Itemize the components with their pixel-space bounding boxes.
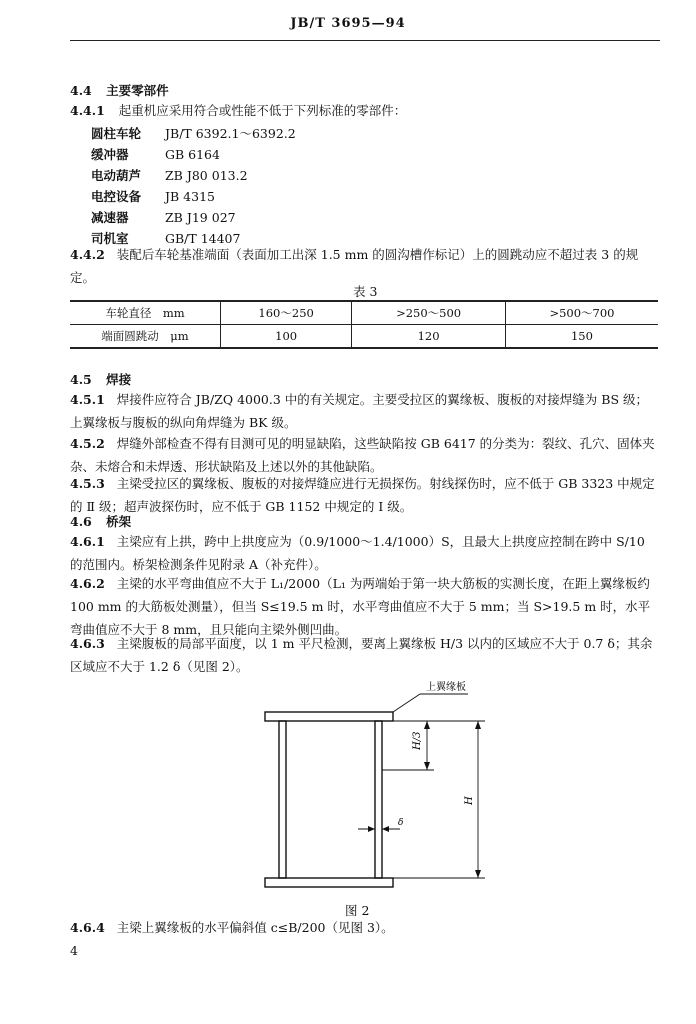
- clause-number: 4.4.2: [70, 247, 105, 262]
- clause-number: 4.5.2: [70, 436, 105, 451]
- clause-text: 主梁腹板的局部平面度，以 1 m 平尺检测，要离上翼缘板 H/3 以内的区域应不大于 0.7 δ；其余区域应不大于 1.2 δ（见图 2）。: [70, 636, 653, 674]
- part-standard: GB/T 14407: [165, 231, 241, 246]
- clause-number: 4.6.4: [70, 920, 105, 935]
- section-number: 4.5: [70, 372, 92, 387]
- clause-number: 4.5.1: [70, 392, 105, 407]
- section-title: 桥架: [106, 514, 132, 529]
- part-standard: ZB J80 013.2: [165, 168, 248, 183]
- table-row-header: 端面圆跳动 μm: [70, 325, 221, 349]
- clause-text: 主梁受拉区的翼缘板、腹板的对接焊缝应进行无损探伤。射线探伤时，应不低于 GB 3323 中规定的 Ⅱ 级；超声波探伤时，应不低于 GB 1152 中规定的 Ⅰ 级。: [70, 476, 655, 514]
- section-number: 4.4: [70, 83, 92, 98]
- clause-text: 焊缝外部检查不得有目测可见的明显缺陷，这些缺陷按 GB 6417 的分类为：裂纹、孔穴、固体夹杂、未熔合和未焊透、形状缺陷及上述以外的其他缺陷。: [70, 436, 655, 474]
- h3-label: H/3: [412, 731, 423, 750]
- left-web: [279, 721, 286, 878]
- part-name: 电控设备: [91, 189, 142, 204]
- table-cell: 120: [352, 325, 506, 349]
- page-header: JB/T 3695—94: [290, 16, 406, 31]
- clause-number: 4.6.1: [70, 534, 105, 549]
- page-number: 4: [70, 943, 78, 958]
- clause-number: 4.4.1: [70, 103, 105, 118]
- clause-number: 4.6.3: [70, 636, 105, 651]
- flange-label: 上翼缘板: [426, 682, 466, 693]
- part-standard: GB 6164: [165, 147, 220, 162]
- bottom-flange: [265, 878, 393, 887]
- table-cell: 150: [505, 325, 658, 349]
- part-name: 减速器: [91, 210, 129, 225]
- figure-caption: 图 2: [345, 903, 370, 918]
- table-cell: 160～250: [221, 301, 352, 325]
- h-label: H: [464, 796, 475, 805]
- clause-text: 主梁的水平弯曲值应不大于 L₁/2000（L₁ 为两端始于第一块大筋板的实测长度，在距上翼缘板约 100 mm 的大筋板处测量），但当 S≤19.5 m 时，水平弯曲值应不大于 5 mm；当 S>19.5 m 时，水平弯曲值应不大于 8 mm，且只能向主梁外侧凹曲。: [70, 576, 651, 637]
- table-row-header: 车轮直径 mm: [70, 301, 221, 325]
- clause-text: 焊接件应符合 JB/ZQ 4000.3 中的有关规定。主要受拉区的翼缘板、腹板的对接焊缝为 BS 级；上翼缘板与腹板的纵向角焊缝为 BK 级。: [70, 392, 648, 430]
- part-name: 电动葫芦: [91, 168, 142, 183]
- thickness-arrows: [368, 826, 389, 832]
- part-name: 圆柱车轮: [91, 126, 142, 141]
- clause-number: 4.6.2: [70, 576, 105, 591]
- table-caption: 表 3: [353, 284, 378, 299]
- table-cell: >500～700: [505, 301, 658, 325]
- clause-text: 装配后车轮基准端面（表面加工出深 1.5 mm 的圆沟槽作标记）上的圆跳动应不超过表 3 的规定。: [70, 247, 639, 285]
- clause-number: 4.5.3: [70, 476, 105, 491]
- part-standard: JB/T 6392.1～6392.2: [165, 126, 296, 141]
- clause-text: 主梁上翼缘板的水平偏斜值 c≤B/200（见图 3）。: [116, 920, 394, 935]
- part-name: 司机室: [91, 231, 129, 246]
- right-web: [375, 721, 382, 878]
- section-number: 4.6: [70, 514, 92, 529]
- part-name: 缓冲器: [91, 147, 129, 162]
- flange-leader-line: [393, 694, 420, 712]
- top-flange: [265, 712, 393, 721]
- clause-4-6-4: [70, 920, 394, 936]
- delta-label: δ: [398, 818, 404, 828]
- clause-text: 主梁应有上拱，跨中上拱度应为（0.9/1000～1.4/1000）S，且最大上拱度应控制在跨中 S/10 的范围内。桥架检测条件见附录 A（补充件）。: [70, 534, 645, 572]
- table-cell: >250～500: [352, 301, 506, 325]
- part-standard: ZB J19 027: [165, 210, 236, 225]
- section-title: 主要零部件: [106, 83, 169, 98]
- part-standard: JB 4315: [165, 189, 215, 204]
- section-title: 焊接: [106, 372, 132, 387]
- table-cell: 100: [221, 325, 352, 349]
- clause-text: 起重机应采用符合或性能不低于下列标准的零部件：: [118, 103, 407, 118]
